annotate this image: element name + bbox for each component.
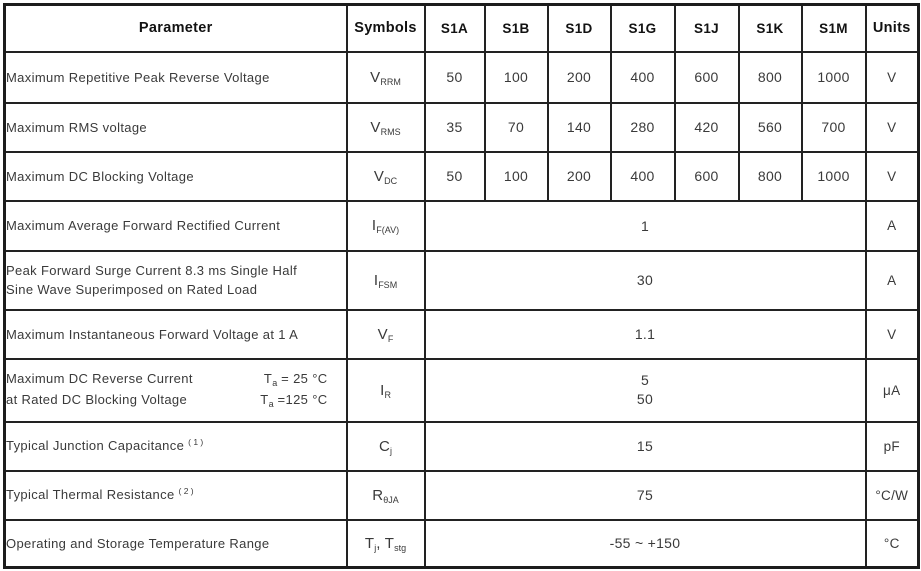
table-row — [5, 359, 919, 422]
parameter-line: Maximum Instantaneous Forward Voltage at 1 A — [6, 326, 299, 342]
symbol-cell: $C_j$ — [347, 422, 425, 471]
symbol-cell: $V_{DC}$ — [347, 152, 425, 201]
symbol-cell: $V_{RMS}$ — [347, 103, 425, 152]
col-header-s1a: S1A — [425, 5, 485, 52]
table-row — [5, 152, 919, 201]
parameter-cell — [5, 471, 347, 520]
table-row — [5, 103, 919, 152]
col-header-s1d: S1D — [548, 5, 611, 52]
value-cell: 200 — [548, 52, 611, 103]
parameter-line: Maximum DC Reverse Current $T_a = 25$ °C — [6, 371, 328, 388]
value-cell-spanned: 75 — [425, 471, 866, 520]
test-condition: $T_a = 25$ °C — [263, 371, 328, 388]
value-cell: 35 — [425, 103, 485, 152]
parameter-line: Maximum RMS voltage — [6, 119, 148, 135]
value-cell: 800 — [739, 52, 802, 103]
value-cell-spanned: 30 — [425, 251, 866, 310]
parameter-line: Peak Forward Surge Current 8.3 ms Single Half — [6, 263, 298, 278]
table-body — [5, 52, 919, 568]
parameter-line: Maximum Repetitive Peak Reverse Voltage — [6, 69, 270, 85]
unit-cell: V — [866, 52, 919, 103]
value-cell: 280 — [611, 103, 675, 152]
parameter-line: Typical Junction Capacitance $^{( 1 )}$ — [6, 436, 204, 453]
value-cell: 100 — [485, 52, 548, 103]
parameter-cell — [5, 201, 347, 251]
value-cell-spanned: 15 — [425, 422, 866, 471]
symbol-cell: $V_{RRM}$ — [347, 52, 425, 103]
table-row — [5, 52, 919, 103]
value-cell: 700 — [802, 103, 866, 152]
col-header-symbols: Symbols — [347, 5, 425, 52]
value-cell: 140 — [548, 103, 611, 152]
table-row — [5, 251, 919, 310]
value-cell: 100 — [485, 152, 548, 201]
table-header-row — [5, 5, 919, 52]
unit-cell: μA — [866, 359, 919, 422]
value-cell: 400 — [611, 52, 675, 103]
unit-cell: V — [866, 152, 919, 201]
table-row — [5, 520, 919, 568]
unit-cell: V — [866, 310, 919, 359]
symbol-cell: $V_F$ — [347, 310, 425, 359]
value-cell: 1000 — [802, 152, 866, 201]
unit-cell: A — [866, 201, 919, 251]
value-cell: 800 — [739, 152, 802, 201]
parameter-cell — [5, 422, 347, 471]
parameter-cell — [5, 520, 347, 568]
table-row — [5, 471, 919, 520]
col-header-s1m: S1M — [802, 5, 866, 52]
col-header-parameter: Parameter — [5, 5, 347, 52]
parameter-line: at Rated DC Blocking Voltage $T_a =125$ °C — [6, 392, 328, 409]
test-condition: $T_a =125$ °C — [260, 392, 328, 409]
col-header-s1g: S1G — [611, 5, 675, 52]
value-cell: 420 — [675, 103, 739, 152]
col-header-s1j: S1J — [675, 5, 739, 52]
value-cell: 200 — [548, 152, 611, 201]
value-cell-spanned: 1 — [425, 201, 866, 251]
parameter-cell — [5, 152, 347, 201]
value-cell: 50 — [425, 152, 485, 201]
value-cell-spanned: -55 ~ +150 — [425, 520, 866, 568]
parameter-cell — [5, 52, 347, 103]
unit-cell: A — [866, 251, 919, 310]
value-cell: 50 — [425, 52, 485, 103]
parameter-cell — [5, 359, 347, 422]
unit-cell: pF — [866, 422, 919, 471]
unit-cell: °C — [866, 520, 919, 568]
parameter-line: Typical Thermal Resistance $^{( 2 )}$ — [6, 485, 194, 502]
value-cell: 600 — [675, 152, 739, 201]
value-cell: 600 — [675, 52, 739, 103]
col-header-s1k: S1K — [739, 5, 802, 52]
value-cell: 400 — [611, 152, 675, 201]
unit-cell: °C/W — [866, 471, 919, 520]
col-header-units: Units — [866, 5, 919, 52]
parameter-cell — [5, 310, 347, 359]
parameter-line: Operating and Storage Temperature Range — [6, 535, 270, 551]
col-header-s1b: S1B — [485, 5, 548, 52]
ratings-table — [3, 3, 920, 569]
symbol-cell: $R_{\theta JA}$ — [347, 471, 425, 520]
table-row — [5, 422, 919, 471]
value-cell: 1000 — [802, 52, 866, 103]
table-row — [5, 201, 919, 251]
value-cell-spanned: 5 50 — [425, 359, 866, 422]
table-row — [5, 310, 919, 359]
parameter-line: Sine Wave Superimposed on Rated Load — [6, 282, 258, 297]
symbol-cell: $T_j$, $T_{stg}$ — [347, 520, 425, 568]
parameter-line: Maximum DC Blocking Voltage — [6, 168, 194, 184]
symbol-cell: $I_R$ — [347, 359, 425, 422]
parameter-line: Maximum Average Forward Rectified Current — [6, 218, 281, 233]
value-cell: 70 — [485, 103, 548, 152]
symbol-cell: $I_{F(AV)}$ — [347, 201, 425, 251]
value-cell-spanned: 1.1 — [425, 310, 866, 359]
parameter-cell — [5, 251, 347, 310]
unit-cell: V — [866, 103, 919, 152]
value-cell: 560 — [739, 103, 802, 152]
symbol-cell: $I_{FSM}$ — [347, 251, 425, 310]
parameter-cell — [5, 103, 347, 152]
